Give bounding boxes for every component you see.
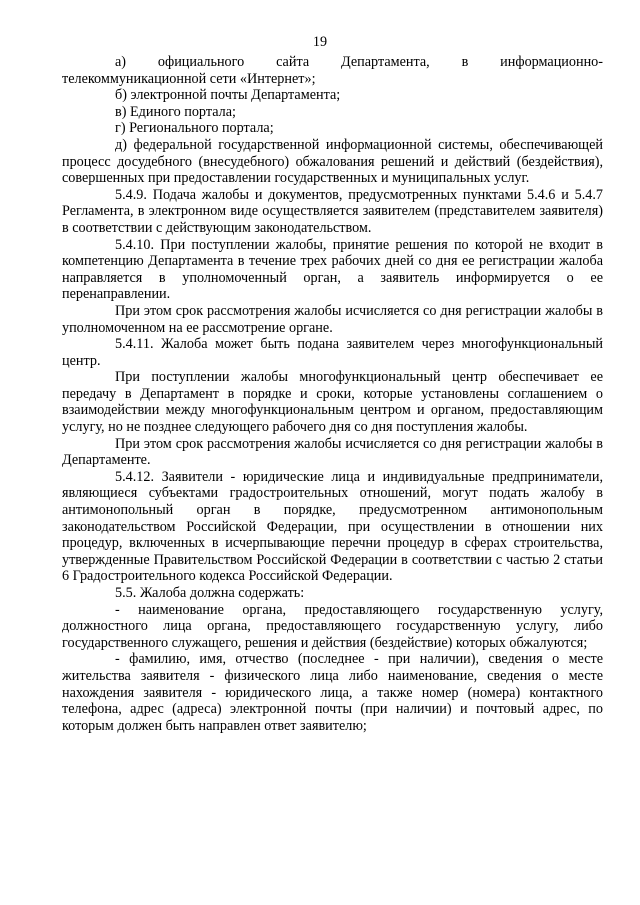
- list-item-applicant: - фамилию, имя, отчество (последнее - при наличии), сведения о месте жительства заявителя - физического лица либо наименование, сведения о месте нахождения заявителя - юридического лица, а также номер (номера) контактного телефона, адрес (адреса) электронной почты (при наличии) и почтовый адрес, по которым должен быть направлен ответ заявителю;: [62, 651, 603, 734]
- paragraph-5-4-11-term: При этом срок рассмотрения жалобы исчисляется со дня регистрации жалобы в Департаменте.: [62, 435, 603, 469]
- paragraph-item-v: в) Единого портала;: [115, 103, 236, 120]
- page-number: 19: [312, 34, 328, 50]
- paragraph-5-4-10-term: При этом срок рассмотрения жалобы исчисляется со дня регистрации жалобы в уполномоченном на ее рассмотрение органе.: [62, 302, 603, 336]
- paragraph-5-4-9: 5.4.9. Подача жалобы и документов, предусмотренных пунктами 5.4.6 и 5.4.7 Регламента, в электронном виде осуществляется заявителем (представителем заявителя) в соответствии с действующим законодательством.: [62, 186, 603, 236]
- paragraph-item-b: б) электронной почты Департамента;: [115, 87, 341, 104]
- paragraph-item-a: а) официального сайта Департамента, в информационно-телекоммуникационной сети «Интернет»;: [62, 54, 603, 87]
- paragraph-5-4-11: 5.4.11. Жалоба может быть подана заявителем через многофункциональный центр.: [62, 336, 603, 369]
- paragraph-5-4-12: 5.4.12. Заявители - юридические лица и индивидуальные предприниматели, являющиеся субъектами градостроительных отношений, могут подать жалобу в антимонопольный орган в порядке, предусмотренном антимонопольным законодательством Российской Федерации, при осуществлении в отношении них процедур, включенных в исчерпывающие перечни процедур в сферах строительства, утвержденные Правительством Российской Федерации в соответствии с частью 2 статьи 6 Градостроительного кодекса Российской Федерации.: [62, 468, 603, 585]
- paragraph-5-4-11-mfc: При поступлении жалобы многофункциональный центр обеспечивает ее передачу в Департамент в порядке и сроки, которые установлены соглашением о взаимодействии между многофункциональным центром и органом, предоставляющим услугу, но не позднее следующего рабочего дня со дня поступления жалобы.: [62, 369, 603, 436]
- paragraph-5-4-10: 5.4.10. При поступлении жалобы, принятие решения по которой не входит в компетенцию Департамента в течение трех рабочих дней со дня ее регистрации жалоба направляется в уполномоченный орган, а заявитель информируется о ее перенаправлении.: [62, 236, 603, 303]
- paragraph-item-g: г) Регионального портала;: [115, 120, 274, 137]
- document-body: [62, 54, 603, 734]
- list-item-organ: - наименование органа, предоставляющего государственную услугу, должностного лица органа, предоставляющего государственную услугу, либо государственного служащего, решения и действия (бездействие) которых обжалуются;: [62, 601, 603, 651]
- paragraph-5-5: 5.5. Жалоба должна содержать:: [115, 585, 305, 601]
- paragraph-item-d: д) федеральной государственной информационной системы, обеспечивающей процесс досудебного (внесудебного) обжалования решений и действий (бездействия), совершенных при предоставлении государственных и муниципальных услуг.: [62, 136, 603, 187]
